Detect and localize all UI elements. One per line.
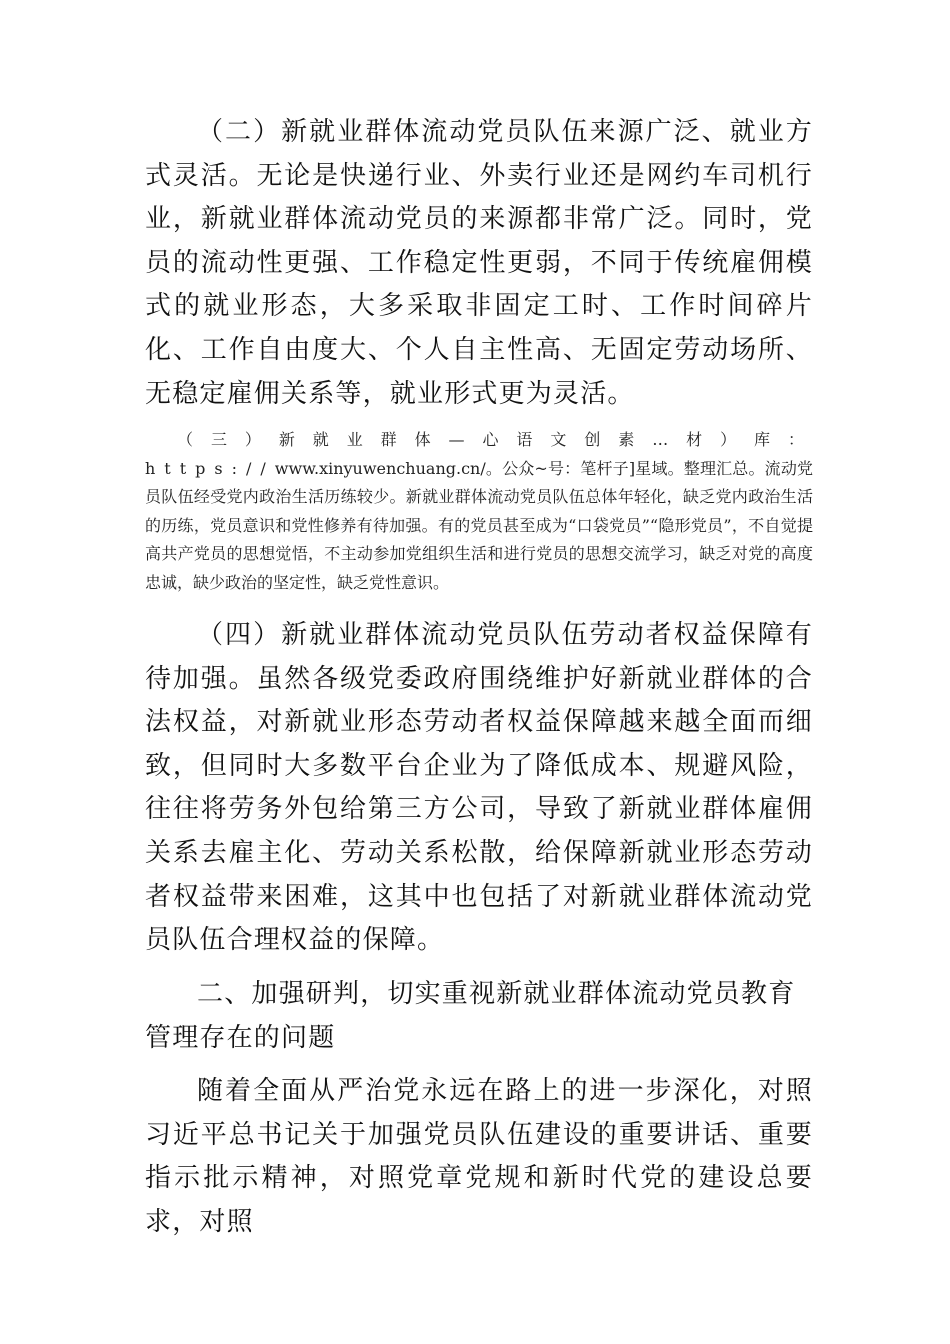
paragraph-political-life-body: www.xinyuwenchuang.cn/。公众~号：笔杆子]星域。整理汇总。流动党员队伍经受党内政治生活历练较少。新就业群体流动党员队伍总体年轻化，缺乏党内政治生活的历练，党员意识和党性修养有待加强。有的党员甚至成为“口袋党员”“隐形党员”，不自觉提高共产党员的思想觉悟，不主动参加党组织生活和进行党员的思想交流学习，缺乏对党的高度忠诚，缺少政治的坚定性，缺乏党性意识。 xyxy=(145,458,813,592)
paragraph-political-life-lead: （三）新就业群体—心语文创素…材）库：https:// xyxy=(145,430,813,478)
paragraph-strict-governance: 随着全面从严治党永远在路上的进一步深化，对照习近平总书记关于加强党员队伍建设的重要讲话、重要指示批示精神，对照党章党规和新时代党的建设总要求，对照 xyxy=(145,1076,813,1237)
paragraph-rights-protection: （四）新就业群体流动党员队伍劳动者权益保障有待加强。虽然各级党委政府围绕维护好新就业群体的合法权益，对新就业形态劳动者权益保障越来越全面而细致，但同时大多数平台企业为了降低成本、规避风险，往往将劳务外包给第三方公司，导致了新就业群体雇佣关系去雇主化、劳动关系松散，给保障新就业形态劳动者权益带来困难，这其中也包括了对新就业群体流动党员队伍合理权益的保障。 xyxy=(145,620,813,956)
section-heading-two: 二、加强研判，切实重视新就业群体流动党员教育管理存在的问题 xyxy=(145,979,796,1053)
paragraph-flexible-employment: （二）新就业群体流动党员队伍来源广泛、就业方式灵活。无论是快递行业、外卖行业还是网约车司机行业，新就业群体流动党员的来源都非常广泛。同时，党员的流动性更强、工作稳定性更弱，不同于传统雇佣模式的就业形态，大多采取非固定工时、工作时间碎片化、工作自由度大、个人自主性高、无固定劳动场所、无稳定雇佣关系等，就业形式更为灵活。 xyxy=(145,117,813,409)
paragraph-political-life xyxy=(145,426,813,597)
